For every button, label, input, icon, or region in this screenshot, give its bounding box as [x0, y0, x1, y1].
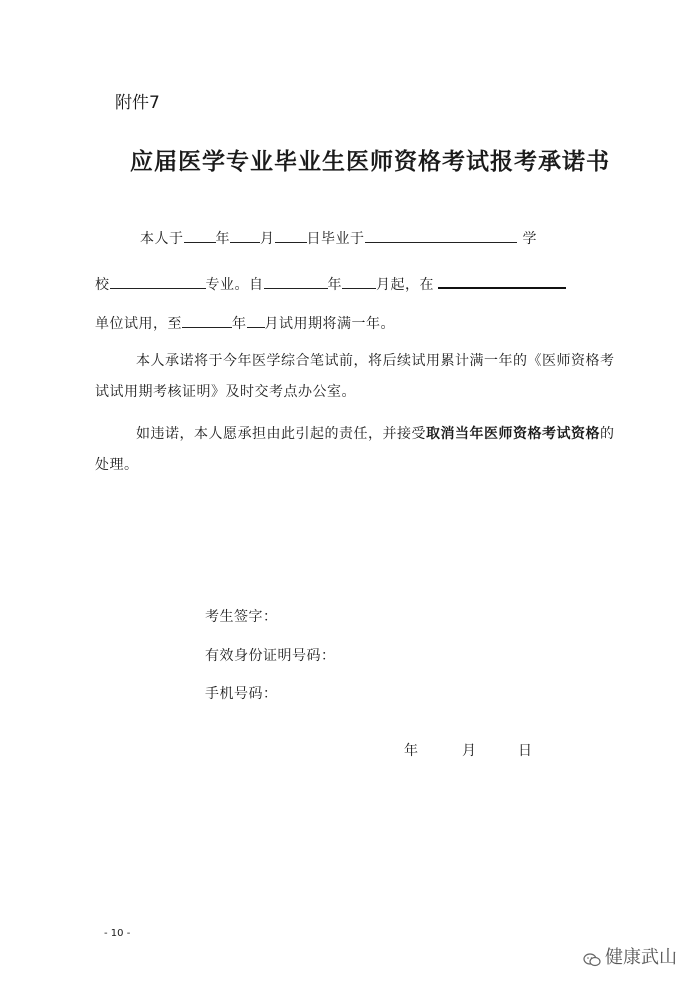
violation-line-1	[136, 423, 615, 443]
phone-number-label: 手机号码：	[205, 686, 278, 702]
line3-trial-end: 月试用期将满一年。	[264, 316, 395, 332]
line2-major: 专业。自	[205, 277, 264, 293]
start-month-blank[interactable]	[342, 273, 376, 289]
violation-line-2: 处理。	[95, 457, 139, 473]
page-number: - 10 -	[104, 928, 131, 939]
line3-year: 年	[232, 316, 247, 332]
end-month-blank[interactable]	[247, 312, 265, 328]
line1-graduated-from: 日毕业于	[306, 231, 365, 247]
unit-name-blank[interactable]	[438, 272, 566, 289]
end-year-blank[interactable]	[182, 312, 232, 328]
start-year-blank[interactable]	[264, 273, 328, 289]
attachment-label: 附件7	[115, 93, 160, 113]
graduation-day-blank[interactable]	[275, 227, 307, 243]
document-title: 应届医学专业毕业生医师资格考试报考承诺书	[130, 148, 610, 175]
school-name-blank[interactable]	[365, 227, 517, 243]
line1-xue: 学	[522, 231, 537, 247]
promise-line-2: 试试用期考核证明》及时交考点办公室。	[95, 384, 356, 400]
violation-suffix: 的	[600, 426, 615, 442]
fill-line-3	[95, 312, 395, 333]
line2-month-start: 月起，在	[376, 277, 434, 293]
watermark	[583, 943, 677, 969]
date-day-label: 日	[518, 743, 533, 759]
violation-prefix: 如违诺，本人愿承担由此引起的责任，并接受	[136, 426, 426, 442]
line3-unit: 单位试用，至	[95, 316, 182, 332]
line1-prefix: 本人于	[140, 231, 184, 247]
line2-xiao: 校	[95, 277, 110, 293]
fill-line-2	[95, 272, 566, 294]
id-number-label: 有效身份证明号码：	[205, 648, 336, 664]
graduation-month-blank[interactable]	[230, 227, 260, 243]
wechat-icon	[583, 951, 601, 965]
graduation-year-blank[interactable]	[184, 227, 216, 243]
fill-line-1	[140, 227, 537, 248]
line1-year: 年	[215, 231, 230, 247]
line1-month: 月	[260, 231, 275, 247]
major-blank[interactable]	[110, 273, 206, 289]
date-month-label: 月	[462, 743, 477, 759]
date-year-label: 年	[404, 743, 419, 759]
candidate-signature-label: 考生签字：	[205, 609, 278, 625]
watermark-text: 健康武山	[605, 947, 677, 968]
violation-bold-text: 取消当年医师资格考试资格	[426, 426, 600, 442]
line2-year: 年	[327, 277, 342, 293]
promise-line-1: 本人承诺将于今年医学综合笔试前，将后续试用累计满一年的《医师资格考	[136, 353, 615, 369]
